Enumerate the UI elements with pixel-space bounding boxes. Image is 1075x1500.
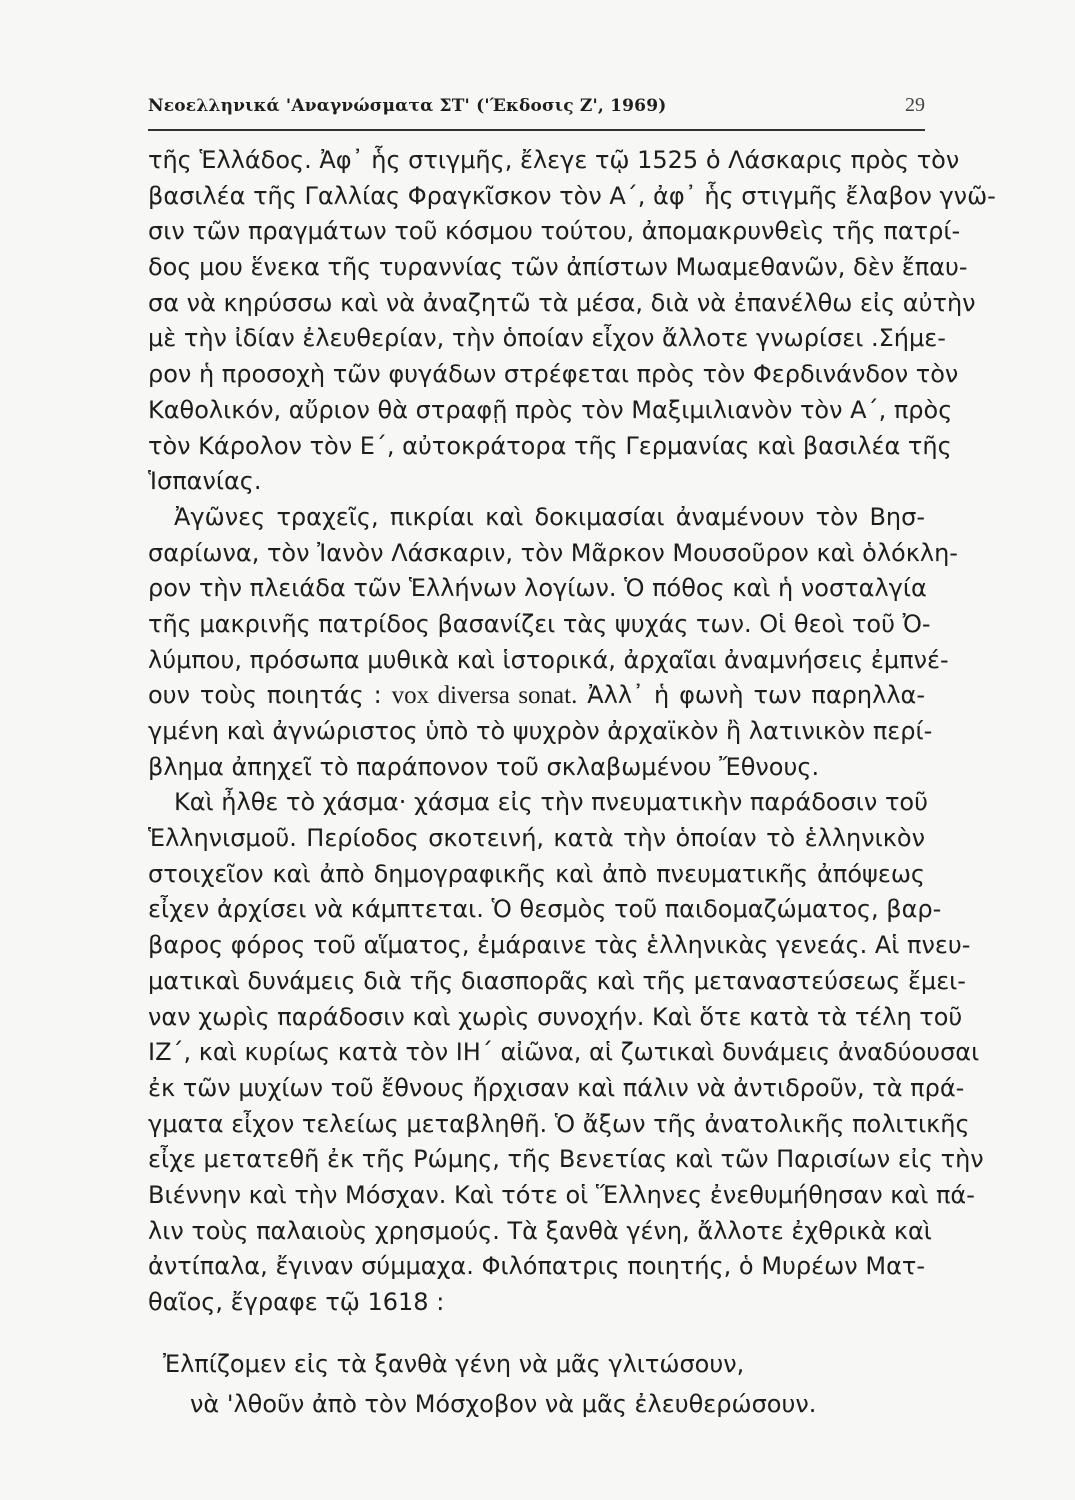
text-line: εἶχεν ἀρχίσει νὰ κάμπτεται. Ὁ θεσμὸς τοῦ παιδομαζώματος, βαρ-: [148, 895, 942, 924]
verse-line-2: νὰ 'λθοῦν ἀπὸ τὸν Μόσχοβον νὰ μᾶς ἐλευθερώσουν.: [190, 1390, 817, 1418]
body-text: [148, 143, 996, 1321]
text-line: σιν τῶν πραγμάτων τοῦ κόσμου τούτου, ἀπομακρυνθεὶς τῆς πατρί-: [148, 217, 961, 246]
book-title: Νεοελληνικά 'Αναγνώσματα ΣΤ' ('Έκδοσις Ζ', 1969): [148, 96, 667, 116]
page-number: 29: [905, 94, 925, 116]
running-header: [148, 94, 925, 124]
verse-line-1: Ἐλπίζομεν εἰς τὰ ξανθὰ γένη νὰ μᾶς γλιτώσουν,: [163, 1350, 745, 1378]
text-line: ρον ἡ προσοχὴ τῶν φυγάδων στρέφεται πρὸς τὸν Φερδινάνδον τὸν: [148, 360, 959, 389]
text-line: τῆς Ἑλλάδος. Ἀφ᾿ ἧς στιγμῆς, ἔλεγε τῷ 1525 ὁ Λάσκαρις πρὸς τὸν: [148, 146, 960, 174]
text-line: [148, 678, 925, 714]
text-line: στοιχεῖον καὶ ἀπὸ δημογραφικῆς καὶ ἀπὸ πνευματικῆς ἀπόψεως: [148, 859, 925, 888]
header-rule: [148, 129, 925, 131]
text-line: βαρος φόρος τοῦ αἵματος, ἐμάραινε τὰς ἑλληνικὰς γενεάς. Αἱ πνευ-: [148, 931, 971, 960]
text-line: σαρίωνα, τὸν Ἰανὸν Λάσκαριν, τὸν Μᾶρκον Μουσοῦρον καὶ ὁλόκλη-: [148, 538, 958, 567]
text-line: ναν χωρὶς παράδοσιν καὶ χωρὶς συνοχήν. Καὶ ὅτε κατὰ τὰ τέλη τοῦ: [148, 1002, 963, 1031]
text-line: τῆς μακρινῆς πατρίδος βασανίζει τὰς ψυχάς των. Οἱ θεοὶ τοῦ Ὀ-: [148, 609, 931, 638]
text-line: Βιέννην καὶ τὴν Μόσχαν. Καὶ τότε οἱ Ἕλληνες ἐνεθυμήθησαν καὶ πά-: [148, 1180, 975, 1209]
text-line: δος μου ἕνεκα τῆς τυραννίας τῶν ἀπίστων Μωαμεθανῶν, δὲν ἔπαυ-: [148, 253, 968, 282]
text-segment: Ἀλλ᾿ ἡ φωνὴ των παρηλλα-: [587, 681, 925, 710]
text-line: γματα εἶχον τελείως μεταβληθῆ. Ὁ ἄξων τῆς ἀνατολικῆς πολιτικῆς: [148, 1109, 970, 1138]
text-line: τὸν Κάρολον τὸν Ε΄, αὐτοκράτορα τῆς Γερμανίας καὶ βασιλέα τῆς: [148, 431, 952, 460]
text-line: βλημα ἀπηχεῖ τὸ παράπονον τοῦ σκλαβωμένου Ἔθνους.: [148, 752, 820, 781]
text-line: ἐκ τῶν μυχίων τοῦ ἔθνους ἤρχισαν καὶ πάλιν νὰ ἀντιδροῦν, τὰ πρά-: [148, 1073, 965, 1102]
text-line: Ἑλληνισμοῦ. Περίοδος σκοτεινή, κατὰ τὴν ὁποίαν τὸ ἑλληνικὸν: [148, 824, 925, 853]
text-line: Ἱσπανίας.: [148, 467, 262, 496]
text-line: ματικαὶ δυνάμεις διὰ τῆς διασπορᾶς καὶ τῆς μεταναστεύσεως ἔμει-: [148, 966, 966, 995]
text-line: ἀντίπαλα, ἔγιναν σύμμαχα. Φιλόπατρις ποιητής, ὁ Μυρέων Ματ-: [148, 1252, 925, 1281]
text-line: ρον τὴν πλειάδα τῶν Ἑλλήνων λογίων. Ὁ πόθος καὶ ἡ νοσταλγία: [148, 574, 927, 603]
text-line: λύμπου, πρόσωπα μυθικὰ καὶ ἱστορικά, ἀρχαῖαι ἀναμνήσεις ἐμπνέ-: [148, 645, 949, 674]
latin-phrase: vox diversa sonat.: [391, 682, 578, 710]
text-line: γμένη καὶ ἀγνώριστος ὑπὸ τὸ ψυχρὸν ἀρχαϊκὸν ἢ λατινικὸν περί-: [148, 717, 933, 745]
text-line: Καὶ ἦλθε τὸ χάσμα· χάσμα εἰς τὴν πνευματικὴν παράδοσιν τοῦ: [174, 788, 928, 817]
text-line: εἶχε μετατεθῆ ἐκ τῆς Ρώμης, τῆς Βενετίας καὶ τῶν Παρισίων εἰς τὴν: [148, 1145, 984, 1174]
text-line: λιν τοὺς παλαιοὺς χρησμούς. Τὰ ξανθὰ γένη, ἄλλοτε ἐχθρικὰ καὶ: [148, 1216, 932, 1245]
text-line: Καθολικόν, αὔριον θὰ στραφῇ πρὸς τὸν Μαξιμιλιανὸν τὸν Α΄, πρὸς: [148, 395, 953, 424]
text-line: θαῖος, ἔγραφε τῷ 1618 :: [148, 1288, 445, 1316]
text-line: Ἀγῶνες τραχεῖς, πικρίαι καὶ δοκιμασίαι ἀναμένουν τὸν Βησ-: [174, 502, 925, 531]
text-line: βασιλέα τῆς Γαλλίας Φραγκῖσκον τὸν Α΄, ἀφ᾿ ἧς στιγμῆς ἔλαβον γνῶ-: [148, 181, 996, 210]
text-line: ΙΖ΄, καὶ κυρίως κατὰ τὸν ΙΗ΄ αἰῶνα, αἱ ζωτικαὶ δυνάμεις ἀναδύουσαι: [148, 1038, 980, 1067]
text-line: μὲ τὴν ἰδίαν ἐλευθερίαν, τὴν ὁποίαν εἶχον ἄλλοτε γνωρίσει .Σήμε-: [148, 324, 946, 353]
text-line: σα νὰ κηρύσσω καὶ νὰ ἀναζητῶ τὰ μέσα, διὰ νὰ ἐπανέλθω εἰς αὐτὴν: [148, 288, 976, 317]
text-segment: ουν τοὺς ποιητάς :: [148, 681, 382, 710]
